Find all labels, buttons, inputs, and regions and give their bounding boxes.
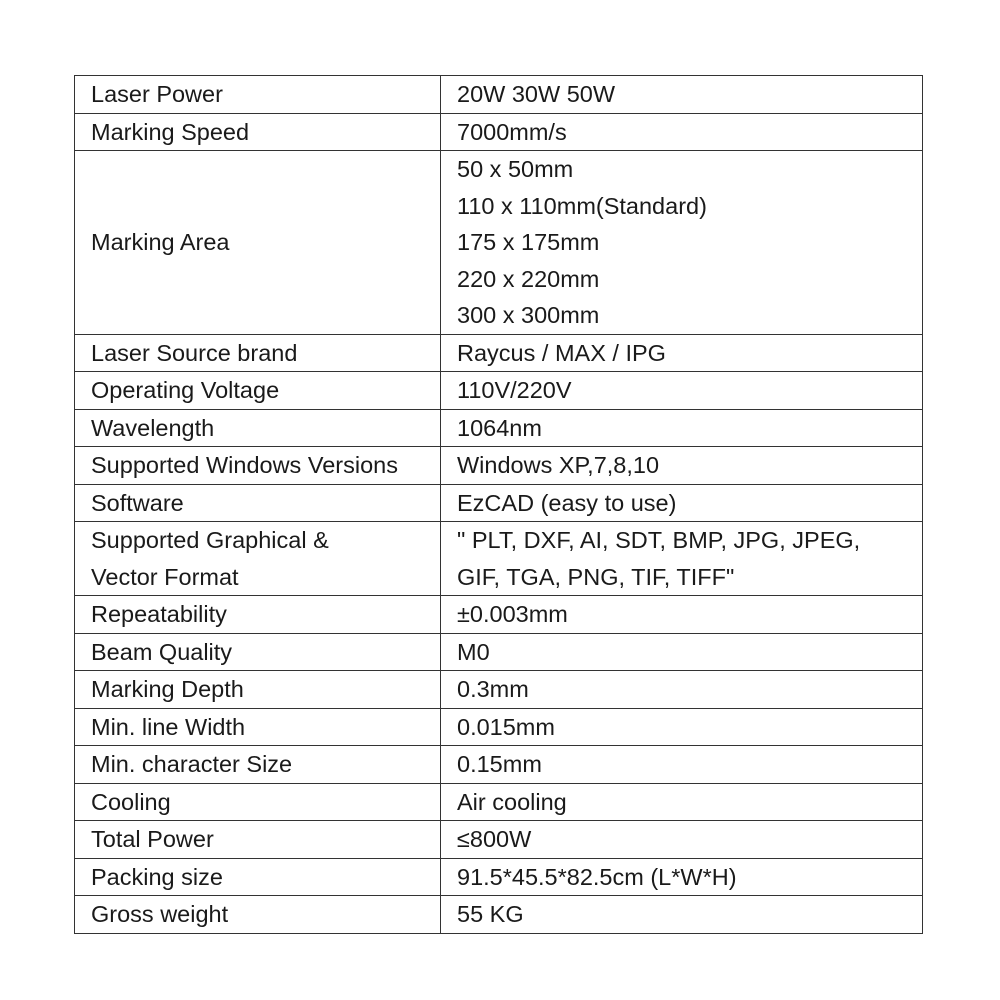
spec-label: Marking Depth: [91, 676, 244, 702]
spec-row: [75, 409, 923, 447]
spec-label-cell: [75, 596, 441, 634]
spec-value: GIF, TGA, PNG, TIF, TIFF": [457, 563, 735, 590]
spec-value-cell: [441, 447, 923, 485]
spec-label-cell: [75, 671, 441, 709]
spec-label-cell: [75, 447, 441, 485]
spec-row: [75, 708, 923, 746]
spec-label-cell: [75, 484, 441, 522]
spec-row: [75, 596, 923, 634]
spec-label: Beam Quality: [91, 638, 233, 665]
spec-row: [75, 151, 923, 335]
spec-label: Cooling: [91, 788, 171, 815]
spec-value-cell: [441, 334, 923, 372]
spec-value: 220 x 220mm: [457, 265, 600, 292]
spec-value-cell: [441, 896, 923, 934]
spec-value-cell: [441, 484, 923, 522]
spec-value: 50 x 50mm: [457, 156, 574, 182]
spec-row: [75, 671, 923, 709]
spec-row: [75, 522, 923, 596]
spec-value: 110V/220V: [457, 377, 572, 403]
spec-label-cell: [75, 821, 441, 859]
spec-row: [75, 821, 923, 859]
spec-value: M0: [457, 638, 490, 665]
spec-label: Total Power: [91, 826, 214, 852]
spec-label: Laser Source brand: [91, 339, 298, 366]
spec-label-cell: [75, 151, 441, 335]
spec-value-cell: [441, 76, 923, 114]
spec-row: [75, 484, 923, 522]
spec-value: ≤800W: [457, 826, 532, 852]
spec-value: 1064nm: [457, 414, 542, 441]
spec-label: Gross weight: [91, 901, 229, 927]
spec-value: 300 x 300mm: [457, 302, 600, 328]
spec-value: ±0.003mm: [457, 601, 568, 627]
spec-value: Air cooling: [457, 788, 567, 815]
spec-label: Min. character Size: [91, 751, 293, 777]
spec-label-cell: [75, 372, 441, 410]
spec-value: 20W 30W 50W: [457, 81, 616, 107]
spec-value-cell: [441, 409, 923, 447]
spec-label: Operating Voltage: [91, 377, 280, 403]
spec-value-cell: [441, 151, 923, 335]
spec-label: Wavelength: [91, 414, 215, 441]
spec-value: 175 x 175mm: [457, 229, 600, 255]
spec-label: Supported Windows Versions: [91, 452, 398, 478]
spec-row: [75, 447, 923, 485]
spec-label: Marking Speed: [91, 118, 250, 145]
spec-table-body: [75, 76, 923, 934]
spec-value-cell: [441, 372, 923, 410]
spec-label: Repeatability: [91, 601, 227, 627]
spec-row: [75, 76, 923, 114]
spec-label-cell: [75, 896, 441, 934]
spec-value: " PLT, DXF, AI, SDT, BMP, JPG, JPEG,: [457, 527, 861, 553]
spec-value: EzCAD (easy to use): [457, 489, 677, 516]
spec-label: Vector Format: [91, 563, 239, 590]
spec-row: [75, 372, 923, 410]
spec-label: Laser Power: [91, 81, 223, 107]
spec-value-cell: [441, 821, 923, 859]
spec-value-cell: [441, 783, 923, 821]
spec-value-cell: [441, 633, 923, 671]
spec-label-cell: [75, 746, 441, 784]
spec-row: [75, 746, 923, 784]
spec-value: Raycus / MAX / IPG: [457, 339, 666, 366]
spec-value: Windows XP,7,8,10: [457, 452, 660, 478]
spec-label: Packing size: [91, 863, 223, 890]
spec-value-cell: [441, 671, 923, 709]
spec-value-cell: [441, 522, 923, 596]
spec-value: 0.3mm: [457, 676, 529, 702]
spec-label: Software: [91, 489, 184, 516]
spec-value: 110 x 110mm(Standard): [457, 192, 707, 219]
spec-value-cell: [441, 746, 923, 784]
spec-table: [74, 75, 923, 934]
spec-row: [75, 633, 923, 671]
spec-label-cell: [75, 113, 441, 151]
spec-row: [75, 858, 923, 896]
spec-label-cell: [75, 708, 441, 746]
spec-value: 0.015mm: [457, 713, 555, 740]
spec-value-cell: [441, 858, 923, 896]
spec-label: Supported Graphical &: [91, 527, 329, 553]
spec-label-cell: [75, 334, 441, 372]
spec-row: [75, 334, 923, 372]
spec-value-cell: [441, 113, 923, 151]
spec-value: 91.5*45.5*82.5cm (L*W*H): [457, 863, 737, 890]
spec-value: 55 KG: [457, 901, 524, 927]
spec-value: 7000mm/s: [457, 118, 567, 145]
spec-label-cell: [75, 76, 441, 114]
spec-label-cell: [75, 858, 441, 896]
spec-value-cell: [441, 708, 923, 746]
spec-label-cell: [75, 409, 441, 447]
spec-label-cell: [75, 633, 441, 671]
spec-label: Min. line Width: [91, 713, 246, 740]
spec-row: [75, 783, 923, 821]
spec-value-cell: [441, 596, 923, 634]
spec-value: 0.15mm: [457, 751, 542, 777]
spec-label-cell: [75, 783, 441, 821]
spec-row: [75, 896, 923, 934]
spec-row: [75, 113, 923, 151]
spec-label-cell: [75, 522, 441, 596]
spec-label: Marking Area: [91, 229, 230, 255]
